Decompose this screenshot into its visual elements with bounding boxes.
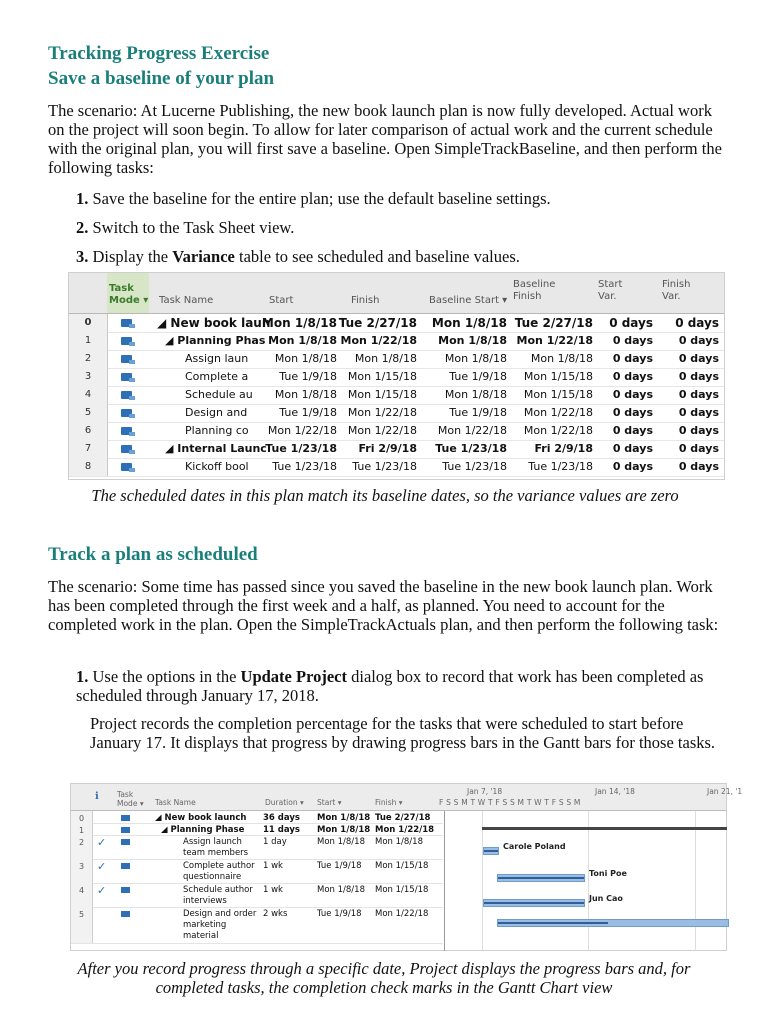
cell-start[interactable]: Mon 1/8/18	[274, 352, 337, 365]
cell-bstart[interactable]: Tue 1/23/18	[442, 460, 507, 473]
cell-finish[interactable]: Mon 1/8/18	[354, 352, 417, 365]
cell-bfinish[interactable]: Tue 1/23/18	[528, 460, 593, 473]
cell-bfinish[interactable]: Mon 1/22/18	[523, 424, 593, 437]
step-text: Switch to the Task Sheet view.	[92, 218, 295, 237]
summary-bar[interactable]	[482, 827, 727, 830]
cell-start[interactable]: Tue 1/23/18	[272, 460, 337, 473]
cell-start[interactable]: Tue 1/9/18	[279, 406, 337, 419]
col-start[interactable]: Start	[269, 295, 294, 306]
table-row[interactable]	[69, 404, 724, 423]
info-icon: ℹ	[95, 791, 99, 802]
row-number: 3	[71, 859, 93, 883]
col-finish-var[interactable]: Finish Var.	[662, 279, 691, 302]
cell-fvar[interactable]: 0 days	[678, 334, 719, 347]
auto-scheduled-icon	[121, 463, 132, 471]
track-step-1	[76, 667, 726, 705]
auto-scheduled-icon	[121, 887, 130, 893]
auto-scheduled-icon	[121, 337, 132, 345]
auto-scheduled-icon	[121, 391, 132, 399]
cell-fvar[interactable]: 0 days	[678, 442, 719, 455]
step-text: Use the options in the	[92, 667, 241, 686]
table-row[interactable]	[71, 835, 443, 860]
cell-svar[interactable]: 0 days	[612, 406, 653, 419]
row-number: 2	[69, 350, 108, 368]
cell-name[interactable]: Schedule au	[185, 388, 253, 401]
step-number: 1.	[76, 189, 89, 208]
cell-svar[interactable]: 0 days	[612, 442, 653, 455]
cell-bstart[interactable]: Mon 1/22/18	[437, 424, 507, 437]
row-number: 3	[69, 368, 108, 386]
cell-duration[interactable]: 1 day	[263, 837, 287, 847]
progress-bar	[484, 850, 498, 852]
auto-scheduled-icon	[121, 839, 130, 845]
cell-finish[interactable]: Mon 1/22/18	[340, 334, 417, 347]
cell-bfinish[interactable]: Mon 1/22/18	[523, 406, 593, 419]
table-row[interactable]	[69, 386, 724, 405]
task-bar[interactable]	[483, 899, 585, 907]
resource-label: Carole Poland	[503, 842, 566, 851]
cell-name[interactable]: Complete author questionnaire	[183, 861, 255, 882]
table-row[interactable]	[71, 883, 443, 908]
step-number: 3.	[76, 247, 89, 266]
task-bar[interactable]	[497, 919, 729, 927]
auto-scheduled-icon	[121, 409, 132, 417]
table-row[interactable]	[71, 859, 443, 884]
cell-bfinish[interactable]: Tue 2/27/18	[514, 316, 593, 330]
completed-check-icon: ✓	[97, 860, 107, 873]
cell-name[interactable]: Design and order marketing material	[183, 909, 257, 941]
gridline	[482, 811, 483, 951]
cell-finish[interactable]: Tue 1/23/18	[352, 460, 417, 473]
cell-duration[interactable]: 36 days	[263, 813, 300, 823]
cell-name[interactable]: ◢ Planning Phase	[161, 825, 245, 835]
cell-finish[interactable]: Tue 2/27/18	[338, 316, 417, 330]
cell-finish[interactable]: Mon 1/22/18	[375, 825, 435, 835]
cell-finish[interactable]: Fri 2/9/18	[358, 442, 417, 455]
cell-duration[interactable]: 1 wk	[263, 885, 283, 895]
row-number: 5	[71, 907, 93, 943]
auto-scheduled-icon	[121, 815, 130, 821]
timescale-week-1: Jan 7, '18	[467, 787, 503, 796]
completed-check-icon: ✓	[97, 884, 107, 897]
gantt-table-header	[71, 784, 743, 811]
timescale-week-3: Jan 21, '1	[707, 787, 743, 796]
col-task-name[interactable]: Task Name	[159, 295, 214, 306]
col-task-mode[interactable]: Task Mode ▾	[107, 273, 149, 313]
cell-name[interactable]: ◢ Planning Phas	[165, 334, 266, 347]
timescale-week-2: Jan 14, '18	[595, 787, 635, 796]
cell-bfinish[interactable]: Mon 1/8/18	[530, 352, 593, 365]
cell-name[interactable]: ◢ New book laun	[157, 316, 271, 330]
cell-svar[interactable]: 0 days	[612, 370, 653, 383]
row-number: 8	[69, 458, 108, 476]
col-task-mode[interactable]: Task Mode ▾	[117, 790, 144, 808]
auto-scheduled-icon	[121, 445, 132, 453]
track-note: Project records the completion percentage for the tasks that were scheduled to start before January 17. It displays that progress by drawing progress bars in the Gantt bars for those tasks.	[90, 714, 716, 752]
gridline	[588, 811, 589, 951]
table-row[interactable]	[69, 368, 724, 387]
auto-scheduled-icon	[121, 373, 132, 381]
cell-bstart[interactable]: Tue 1/23/18	[435, 442, 507, 455]
cell-name[interactable]: Planning co	[185, 424, 249, 437]
auto-scheduled-icon	[121, 355, 132, 363]
cell-fvar[interactable]: 0 days	[678, 406, 719, 419]
auto-scheduled-icon	[121, 911, 130, 917]
row-number: 4	[71, 883, 93, 907]
cell-start[interactable]: Tue 1/23/18	[265, 442, 337, 455]
cell-finish[interactable]: Mon 1/22/18	[375, 909, 429, 919]
baseline-step-1	[76, 189, 726, 208]
table-row[interactable]	[69, 422, 724, 441]
task-bar[interactable]	[483, 847, 499, 855]
variance-table-header	[69, 273, 724, 314]
col-finish[interactable]: Finish ▾	[375, 798, 403, 807]
auto-scheduled-icon	[121, 827, 130, 833]
progress-bar	[498, 922, 608, 924]
cell-duration[interactable]: 2 wks	[263, 909, 288, 919]
row-number: 4	[69, 386, 108, 404]
cell-fvar[interactable]: 0 days	[675, 316, 719, 330]
task-bar[interactable]	[497, 874, 585, 882]
auto-scheduled-icon	[121, 863, 130, 869]
cell-bfinish[interactable]: Fri 2/9/18	[534, 442, 593, 455]
row-number: 1	[71, 823, 93, 835]
col-start[interactable]: Start ▾	[317, 798, 342, 807]
cell-finish[interactable]: Mon 1/22/18	[347, 406, 417, 419]
table-row[interactable]	[69, 440, 724, 459]
cell-fvar[interactable]: 0 days	[678, 460, 719, 473]
row-number: 2	[71, 835, 93, 859]
completed-check-icon: ✓	[97, 836, 107, 849]
col-start-var[interactable]: Start Var.	[598, 279, 623, 302]
table-row[interactable]	[71, 907, 443, 944]
auto-scheduled-icon	[121, 319, 132, 327]
cell-start[interactable]: Tue 1/9/18	[279, 370, 337, 383]
cell-fvar[interactable]: 0 days	[678, 424, 719, 437]
cell-start[interactable]: Mon 1/8/18	[317, 837, 365, 847]
gantt-table	[70, 783, 743, 951]
cell-fvar[interactable]: 0 days	[678, 370, 719, 383]
cell-svar[interactable]: 0 days	[612, 352, 653, 365]
cell-fvar[interactable]: 0 days	[678, 388, 719, 401]
cell-finish[interactable]: Mon 1/8/18	[375, 837, 423, 847]
table-row[interactable]	[69, 332, 724, 351]
cell-name[interactable]: ◢ Internal Launc	[165, 442, 267, 455]
cell-svar[interactable]: 0 days	[612, 334, 653, 347]
timescale-days: F S S M T W T F S S M T W T F S S M	[439, 798, 581, 807]
table-row[interactable]	[69, 458, 724, 477]
table-row[interactable]	[69, 314, 724, 333]
row-number: 6	[69, 422, 108, 440]
cell-bstart[interactable]: Mon 1/8/18	[431, 316, 507, 330]
baseline-heading: Save a baseline of your plan	[48, 68, 275, 89]
cell-svar[interactable]: 0 days	[609, 316, 653, 330]
variance-table	[68, 272, 725, 480]
cell-name[interactable]: Kickoff bool	[185, 460, 249, 473]
auto-scheduled-icon	[121, 427, 132, 435]
cell-name[interactable]: Complete a	[185, 370, 249, 383]
cell-finish[interactable]: Tue 2/27/18	[375, 813, 431, 823]
row-number: 1	[69, 332, 108, 350]
baseline-scenario: The scenario: At Lucerne Publishing, the new book launch plan is now fully developed. Actual work on the project will soon begin. To allow for later comparison of actual work and the current schedule with the original plan, you will first save a baseline. Open SimpleTrackBaseline, and then perform the following tasks:	[48, 101, 722, 177]
cell-bstart[interactable]: Mon 1/8/18	[438, 334, 507, 347]
cell-finish[interactable]: Mon 1/15/18	[347, 388, 417, 401]
cell-svar[interactable]: 0 days	[612, 388, 653, 401]
cell-fvar[interactable]: 0 days	[678, 352, 719, 365]
cell-bfinish[interactable]: Mon 1/22/18	[516, 334, 593, 347]
row-number: 0	[71, 811, 93, 823]
cell-svar[interactable]: 0 days	[612, 424, 653, 437]
track-scenario: The scenario: Some time has passed since you saved the baseline in the new book launch plan. Work has been completed through the first week and a half, as planned. You need to account for the completed work in the plan. Open the SimpleTrackActuals plan, and then perform the following task:	[48, 577, 719, 634]
progress-bar	[498, 877, 584, 879]
track-heading: Track a plan as scheduled	[48, 544, 258, 565]
row-number: 0	[69, 314, 108, 332]
step-text-end: table to see scheduled and baseline values.	[234, 247, 520, 266]
cell-start[interactable]: Mon 1/8/18	[317, 813, 371, 823]
progress-bar	[484, 902, 584, 904]
cell-bstart[interactable]: Mon 1/8/18	[444, 352, 507, 365]
variance-caption: The scheduled dates in this plan match its baseline dates, so the variance values are zero	[91, 486, 679, 505]
cell-start[interactable]: Mon 1/8/18	[261, 316, 337, 330]
resource-label: Jun Cao	[589, 894, 623, 903]
cell-svar[interactable]: 0 days	[612, 460, 653, 473]
step-bold-term: Variance	[172, 247, 235, 266]
cell-duration[interactable]: 1 wk	[263, 861, 283, 871]
cell-finish[interactable]: Mon 1/15/18	[375, 861, 429, 871]
cell-name[interactable]: Design and	[185, 406, 248, 419]
cell-bstart[interactable]: Mon 1/8/18	[444, 388, 507, 401]
step-text: Display the	[92, 247, 173, 266]
cell-bfinish[interactable]: Mon 1/15/18	[523, 370, 593, 383]
step-bold-term: Update Project	[240, 667, 347, 686]
col-task-name[interactable]: Task Name	[155, 798, 196, 807]
cell-name[interactable]: ◢ New book launch	[155, 813, 247, 823]
cell-name[interactable]: Assign launch team members	[183, 837, 249, 858]
cell-start[interactable]: Mon 1/8/18	[274, 388, 337, 401]
cell-bstart[interactable]: Tue 1/9/18	[449, 406, 507, 419]
cell-duration[interactable]: 11 days	[263, 825, 300, 835]
row-number: 5	[69, 404, 108, 422]
cell-finish[interactable]: Mon 1/15/18	[347, 370, 417, 383]
gridline	[695, 811, 696, 951]
cell-start[interactable]: Tue 1/9/18	[317, 861, 362, 871]
exercise-title: Tracking Progress Exercise	[48, 43, 270, 64]
cell-name[interactable]: Schedule author interviews	[183, 885, 253, 906]
cell-bfinish[interactable]: Mon 1/15/18	[523, 388, 593, 401]
cell-name[interactable]: Assign laun	[185, 352, 249, 365]
cell-start[interactable]: Mon 1/8/18	[317, 885, 365, 895]
step-number: 2.	[76, 218, 89, 237]
row-number: 7	[69, 440, 108, 458]
gantt-chart[interactable]	[444, 811, 727, 951]
step-text: Save the baseline for the entire plan; use the default baseline settings.	[92, 189, 551, 208]
baseline-step-3	[76, 247, 726, 266]
cell-start[interactable]: Mon 1/22/18	[267, 424, 337, 437]
col-baseline-finish[interactable]: Baseline Finish	[513, 279, 556, 302]
cell-bstart[interactable]: Tue 1/9/18	[449, 370, 507, 383]
cell-finish[interactable]: Mon 1/22/18	[347, 424, 417, 437]
cell-start[interactable]: Mon 1/8/18	[268, 334, 337, 347]
cell-finish[interactable]: Mon 1/15/18	[375, 885, 429, 895]
gantt-caption: After you record progress through a specific date, Project displays the progress bars and, for completed tasks, the completion check marks in the Gantt Chart view	[77, 959, 691, 997]
cell-start[interactable]: Tue 1/9/18	[317, 909, 362, 919]
cell-start[interactable]: Mon 1/8/18	[317, 825, 371, 835]
step-number: 1.	[76, 667, 89, 686]
baseline-step-2	[76, 218, 726, 237]
col-finish[interactable]: Finish	[351, 295, 380, 306]
table-row[interactable]	[69, 350, 724, 369]
step-text-end: dialog box to record that work has been completed as scheduled through January 17, 2018.	[76, 667, 704, 705]
resource-label: Toni Poe	[589, 869, 627, 878]
col-baseline-start[interactable]: Baseline Start ▾	[429, 295, 508, 306]
col-duration[interactable]: Duration ▾	[265, 798, 304, 807]
